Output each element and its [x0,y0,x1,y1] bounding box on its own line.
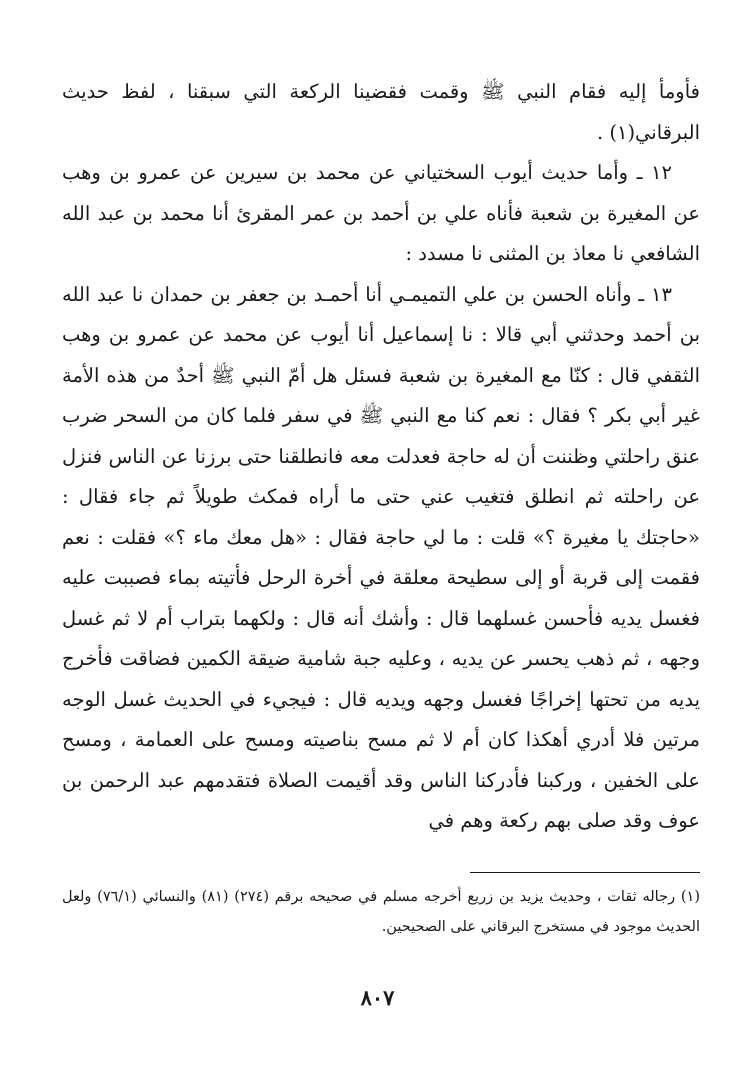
page-number: ٨٠٧ [360,985,395,1010]
footnotes [62,882,700,942]
footnote-separator [470,872,700,873]
footnote-1: (١) رجاله ثقات ، وحديث يزيد بن زريع أخرجه مسلم في صحيحه برقم (٢٧٤) (٨١) والنسائي (٧٦/١) ولعل الحديث موجود في مستخرج البرقاني على الصحيحين. [62,889,700,935]
paragraph-hadith-12: ١٢ ـ وأما حديث أيوب السختياني عن محمد بن سيرين عن عمرو بن وهب عن المغيرة بن شعبة فأناه علي بن أحمد بن عمر المقرئ أنا محمد بن عبد الله الشافعي نا معاذ بن المثنى نا مسدد : [62,161,700,265]
paragraph-1: فأومأ إليه فقام النبي ﷺ وقمت فقضينا الركعة التي سبقنا ، لفظ حديث البرقاني(١) . [62,80,700,144]
main-text [62,72,700,842]
paragraph-hadith-13: ١٣ ـ وأناه الحسن بن علي التميمـي أنا أحمـد بن جعفر بن حمدان نا عبد الله بن أحمد وحدثني أبي قالا : نا إسماعيل أنا أيوب عن محمد عن عمرو بن وهب الثقفي قال : كنّا مع المغيرة بن شعبة فسئل هل أمّ النبي ﷺ أحدٌ من هذه الأمة غير أبي بكر ؟ فقال : نعم كنا مع النبي ﷺ في سفر فلما كان من السحر ضرب عنق راحلتي وظننت أن له حاجة فعدلت معه فانطلقنا حتى برزنا عن الناس فنزل عن راحلته ثم انطلق فتغيب عني حتى ما أراه فمكث طويلاً ثم جاء فقال : «حاجتك يا مغيرة ؟» قلت : ما لي حاجة فقال : «هل معك ماء ؟» فقلت : نعم فقمت إلى قربة أو إلى سطيحة معلقة في أخرة الرحل فأتيته بماء فصببت عليه فغسل يديه فأحسن غسلهما قال : وأشك أنه قال : ولكهما بتراب أم لا ثم غسل وجهه ، ثم ذهب يحسر عن يديه ، وعليه جبة شامية ضيقة الكمين فضاقت فأخرج يديه من تحتها إخراجًا فغسل وجهه ويديه قال : فيجيء في الحديث غسل الوجه مرتين فلا أدري أهكذا كان أم لا ثم مسح بناصيته ومسح على العمامة ، ومسح على الخفين ، وركبنا فأدركنا الناس وقد أقيمت الصلاة فتقدمهم عبد الرحمن بن عوف وقد صلى بهم ركعة وهم في [62,282,700,832]
